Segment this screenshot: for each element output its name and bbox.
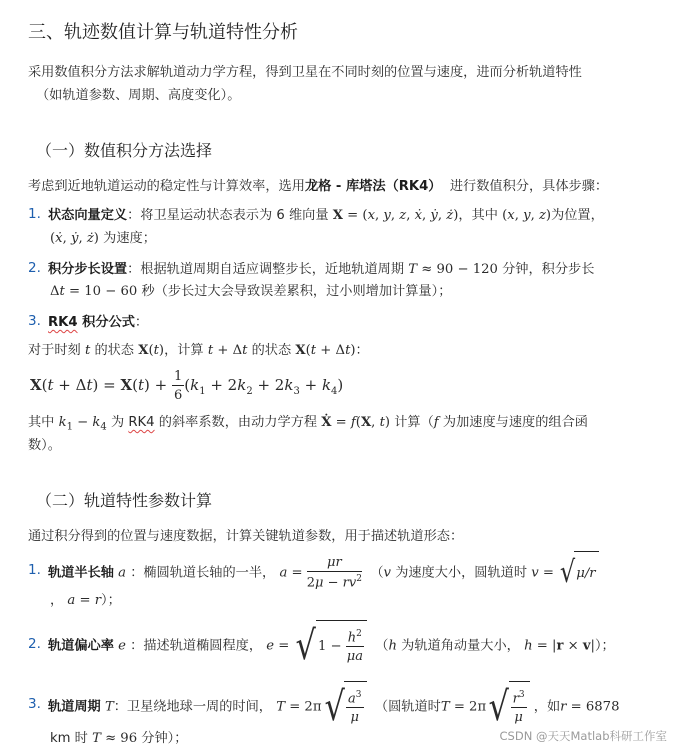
s1-item1-term: 状态向量定义 <box>48 208 128 223</box>
s2-item2-number: 2. <box>28 636 41 652</box>
s2-item2-text-d: ）； <box>594 638 615 654</box>
s2-item1-term: 轨道半长轴 <box>48 565 114 581</box>
s2-item3-sqrt-a: √ $\frac{a^3}{\mu}$ <box>322 681 367 732</box>
s2-lead: 通过积分得到的位置与速度数据，计算关键轨道参数，用于描述轨道形态： <box>28 529 464 544</box>
s2-item3-text-a: ：卫星绕地球一周的时间， <box>113 699 272 715</box>
s1-after-text-b: 为 <box>110 415 129 430</box>
s2-item3-text-c: ，如 <box>533 699 561 715</box>
csdn-watermark: CSDN @天天Matlab科研工作室 <box>499 729 667 743</box>
s1-item1-formula-state: X = (x, y, z, ẋ, ẏ, ż) <box>332 208 459 223</box>
s2-item1-text-c: 为速度大小，圆轨道时 <box>395 565 528 581</box>
s2-item1-text-b: （ <box>370 565 384 581</box>
s1-after-text-e: 为加速度与速度的组合函 <box>442 415 588 430</box>
s1-item3-term-rk4: RK4 <box>48 315 78 330</box>
s2-item3-term: 轨道周期 <box>48 699 101 715</box>
s1-item2-term: 积分步长设置 <box>48 262 128 277</box>
s1-after-text-c: 的斜率系数，由动力学方程 <box>154 415 318 430</box>
s1-rk4-text-c: ，计算 <box>164 343 204 358</box>
s2-item3-text-e: 分钟）； <box>141 731 188 746</box>
s1-item1-text-c: 为位置， <box>551 208 604 223</box>
s1-item2-text-b: 分钟，积分步长 <box>502 262 595 277</box>
s1-item2-number: 2. <box>28 260 41 276</box>
s2-item1-text-a: ：椭圆轨道长轴的一半， <box>130 565 276 581</box>
s1-item3-number: 3. <box>28 313 41 329</box>
subsection-heading-1: （一）数值积分方法选择 <box>36 141 213 160</box>
s2-item1-sqrt: √μ/r <box>558 551 598 594</box>
s1-item2-line2 <box>50 281 451 302</box>
s1-after-text-a: 其中 <box>28 415 55 430</box>
s2-item1-number: 1. <box>28 562 41 578</box>
s1-lead-text-b: 进行数值积分，具体步骤： <box>449 179 609 194</box>
s2-item3-line1: 轨道周期 T：卫星绕地球一周的时间， T = 2π√ $\frac{a^3}{\mu}$ （圆轨道时T = 2π√ $\frac{r^3}{\mu}$ ，如r = 6878 <box>48 681 619 732</box>
s1-item2-line1 <box>48 259 594 280</box>
s1-item3-colon: ： <box>134 315 149 330</box>
s1-rk4-text-a: 对于时刻 <box>28 343 81 358</box>
s2-item3-sqrt-b: √ $\frac{r^3}{\mu}$ <box>486 681 529 732</box>
s1-rk4-text-e: ： <box>355 343 369 358</box>
s1-after-line2: 数）。 <box>28 438 61 453</box>
s1-after-text-d: 计算（ <box>394 415 434 430</box>
s2-item2-text-b: （ <box>375 638 389 654</box>
s1-lead-text-a: 考虑到近地轨道运动的稳定性与计算效率，选用 <box>28 179 305 194</box>
s2-item1-text-e: ）； <box>101 593 121 608</box>
s1-after-rk4: RK4 <box>128 415 155 430</box>
s1-item1-number: 1. <box>28 206 41 222</box>
s1-item1-line2 <box>50 228 156 249</box>
intro-paragraph-line1: 采用数值积分方法求解轨道动力学方程，得到卫星在不同时刻的位置与速度，进而分析轨道特性 <box>28 65 582 80</box>
s1-item3-line <box>48 312 148 333</box>
s2-item2-text-a: ：描述轨道椭圆程度， <box>130 638 263 654</box>
s1-lead <box>28 176 608 197</box>
s1-after-line1: 其中 $k_1 - k_4$ 为 RK4 的斜率系数，由动力学方程 Ẋ = f(X, t) 计算（f 为加速度与速度的组合函 <box>28 415 588 433</box>
s2-item1-text-d: ， <box>50 593 64 608</box>
s1-item3-term: 积分公式 <box>77 315 135 330</box>
s1-rk4-text-b: 的状态 <box>94 343 134 358</box>
s1-item2-formula-period: T ≈ 90 − 120 <box>408 262 498 277</box>
s2-item2-sqrt: √ 1 − $\frac{h^2}{\mu a}$ <box>293 620 366 671</box>
subsection-heading-2: （二）轨道特性参数计算 <box>36 491 213 510</box>
section-heading-main: 三、轨迹数值计算与轨道特性分析 <box>28 22 298 43</box>
s1-rk4-text-d: 的状态 <box>251 343 292 358</box>
s1-item2-text-a: ：根据轨道周期自适应调整步长，近地轨道周期 <box>127 262 405 277</box>
s1-rk4-intro: 对于时刻 t 的状态 X(t)，计算 t + Δt 的状态 X(t + Δt)： <box>28 343 369 358</box>
s2-item1-fraction: $\frac{\mu r}{2\mu - rv^2}$ <box>306 554 362 591</box>
s1-rk4-fraction: $\frac{1}{6}$ <box>173 368 183 403</box>
s2-item3-text-b: （圆轨道时 <box>374 699 441 715</box>
s1-item1-text-a: ：将卫星运动状态表示为 6 维向量 <box>127 208 329 223</box>
s1-item1-formula-pos: (x, y, z) <box>502 208 552 223</box>
s2-item1-line2: ， a = r）； <box>50 593 121 608</box>
s2-item3-text-d: km 时 <box>50 731 88 746</box>
intro-paragraph-line2: （如轨道参数、周期、高度变化）。 <box>36 88 241 103</box>
s1-item2-formula-step: Δt = 10 − 60 <box>50 284 138 299</box>
s1-item2-text-c: 秒（步长过大会导致误差累积，过小则增加计算量）； <box>141 284 452 299</box>
s1-item1-formula-vel: (ẋ, ẏ, ż) <box>50 231 99 246</box>
s2-item3-number: 3. <box>28 696 41 712</box>
s1-item1-text-b: ，其中 <box>458 208 498 223</box>
s1-item1-text-d: 为速度； <box>103 231 156 246</box>
s2-item2-line: 轨道偏心率 e ：描述轨道椭圆程度， e = √ 1 − $\frac{h^2}{\mu a}$ （h 为轨道角动量大小， h = |r × v|）； <box>48 620 615 671</box>
s2-item3-line2: km 时 T ≈ 96 分钟）； <box>50 731 188 746</box>
s2-item2-term: 轨道偏心率 <box>48 638 114 654</box>
s1-lead-method: 龙格 - 库塔法（RK4） <box>304 179 442 194</box>
s2-item1-line1: 轨道半长轴 a ：椭圆轨道长轴的一半， a = $\frac{\mu r}{2\mu - rv^2}$ （v 为速度大小，圆轨道时 v = √μ/r <box>48 551 599 594</box>
s1-item1-line1 <box>48 205 604 226</box>
s2-item2-text-c: 为轨道角动量大小， <box>401 638 520 654</box>
s1-rk4-formula: X(t + Δt) = X(t) + $\frac{1}{6}$ $(k_1 + 2k_2 + 2k_3 + k_4)$ <box>30 368 344 403</box>
